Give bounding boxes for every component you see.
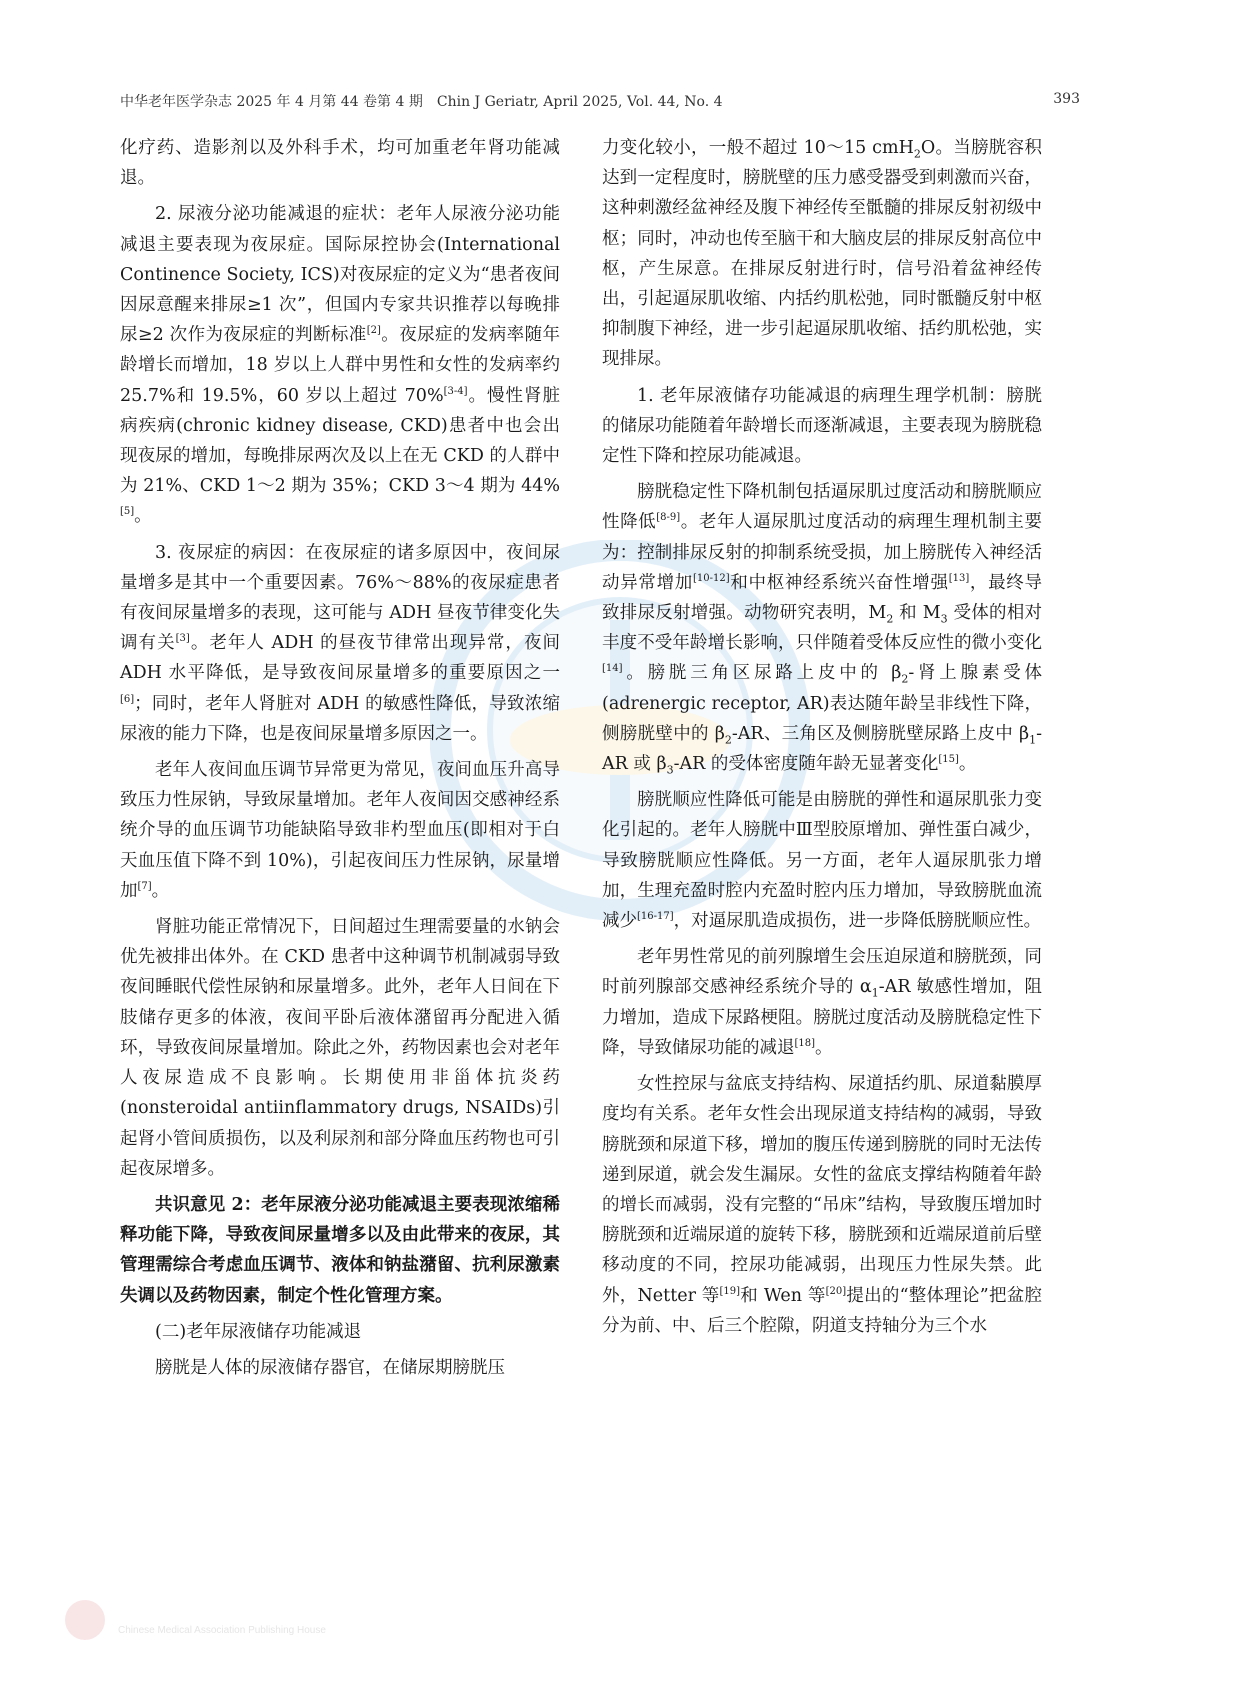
citation: [3-4] — [443, 385, 468, 397]
right-column — [602, 133, 1042, 1347]
citation: [19] — [719, 1285, 741, 1297]
paragraph: 膀胱顺应性降低可能是由膀胱的弹性和逼尿肌张力变化引起的。老年人膀胱中Ⅲ型胶原增加、弹性蛋白减少，导致膀胱顺应性降低。另一方面，老年人逼尿肌张力增加，生理充盈时腔内充盈时腔内压力增加，导致膀胱血流减少[16-17]，对逼尿肌造成损伤，进一步降低膀胱顺应性。 — [602, 790, 1042, 932]
section-heading: (二)老年尿液储存功能减退 — [155, 1321, 362, 1342]
paragraph-nocturia-causes: 3. 夜尿症的病因：在夜尿症的诸多原因中，夜间尿量增多是其中一个重要因素。76%～88%的夜尿症患者有夜间尿量增多的表现，这可能与 ADH 昼夜节律变化失调有关[3]。老年人 ADH 的昼夜节律常出现异常，夜间 ADH 水平降低，是导致夜间尿量增多的重要原因之一[6]；同时，老年人肾脏对 ADH 的敏感性降低，导致浓缩尿液的能力下降，也是夜间尿量增多原因之一。 — [120, 542, 560, 744]
citation: [2] — [366, 325, 381, 337]
paragraph: 膀胱是人体的尿液储存器官，在储尿期膀胱压 — [155, 1357, 505, 1378]
paragraph: 女性控尿与盆底支持结构、尿道括约肌、尿道黏膜厚度均有关系。老年女性会出现尿道支持结构的减弱，导致膀胱颈和尿道下移，增加的腹压传递到膀胱的同时无法传递到尿道，就会发生漏尿。女性的盆底支撑结构随着年龄的增长而减弱，没有完整的“吊床”结构，导致腹压增加时膀胱颈和近端尿道的旋转下移，膀胱颈和近端尿道前后壁移动度的不同，控尿功能减弱，出现压力性尿失禁。此外，Netter 等[19]和 Wen 等[20]提出的“整体理论”把盆腔分为前、中、后三个腔隙，阴道支持轴分为三个水 — [602, 1074, 1042, 1336]
citation: [18] — [794, 1038, 816, 1050]
citation: [3] — [175, 633, 190, 645]
citation: [13] — [948, 573, 970, 585]
paragraph: 化疗药、造影剂以及外科手术，均可加重老年肾功能减退。 — [120, 138, 560, 189]
page-number: 393 — [1053, 91, 1080, 107]
citation: [8-9] — [656, 512, 681, 524]
paragraph-storage-mechanism: 1. 老年尿液储存功能减退的病理生理学机制：膀胱的储尿功能随着年龄增长而逐渐减退，主要表现为膀胱稳定性下降和控尿功能减退。 — [602, 385, 1042, 467]
citation: [6] — [120, 693, 135, 705]
citation: [5] — [120, 506, 135, 518]
citation: [7] — [137, 881, 152, 893]
consensus-statement: 共识意见 2：老年尿液分泌功能减退主要表现浓缩稀释功能下降，导致夜间尿量增多以及由此带来的夜尿，其管理需综合考虑血压调节、液体和钠盐潴留、抗利尿激素失调以及药物因素，制定个性化管理方案。 — [120, 1194, 560, 1306]
left-column — [120, 133, 560, 1389]
citation: [16-17] — [637, 911, 674, 923]
citation: [20] — [825, 1285, 847, 1297]
paragraph: 肾脏功能正常情况下，日间超过生理需要量的水钠会优先被排出体外。在 CKD 患者中这种调节机制减弱导致夜间睡眠代偿性尿钠和尿量增多。此外，老年人日间在下肢储存更多的体液，夜间平卧后液体潴留再分配进入循环，导致夜间尿量增加。除此之外，药物因素也会对老年人夜尿造成不良影响。长期使用非甾体抗炎药(nonsteroidal antiinflammatory drugs, NSAIDs)引起肾小管间质损伤，以及利尿剂和部分降血压药物也可引起夜尿增多。 — [120, 917, 560, 1179]
svg-text:Chinese Medical Association Pu: Chinese Medical Association Publishing House — [118, 1625, 326, 1636]
citation: [15] — [938, 754, 959, 766]
journal-citation: 中华老年医学杂志 2025 年 4 月第 44 卷第 4 期 Chin J Geriatr, April 2025, Vol. 44, No. 4 — [120, 94, 723, 110]
citation: [10-12] — [692, 573, 730, 585]
paragraph: 老年男性常见的前列腺增生会压迫尿道和膀胱颈，同时前列腺部交感神经系统介导的 $\alpha_1-AR$ 敏感性增加，阻力增加，造成下尿路梗阻。膀胱过度活动及膀胱稳定性下降，导致储尿功能的减退[18]。 — [602, 947, 1042, 1058]
paragraph: 力变化较小，一般不超过 10～15 cmH$_2$O。当膀胱容积达到一定程度时，膀胱壁的压力感受器受到刺激而兴奋，这种刺激经盆神经及腹下神经传至骶髓的排尿反射初级中枢；同时，冲动也传至脑干和大脑皮层的排尿反射高位中枢，产生尿意。在排尿反射进行时，信号沿着盆神经传出，引起逼尿肌收缩、内括约肌松弛，同时骶髓反射中枢抑制腹下神经，进一步引起逼尿肌收缩、括约肌松弛，实现排尿。 — [602, 138, 1042, 370]
paragraph-nocturia-symptoms: 2. 尿液分泌功能减退的症状：老年人尿液分泌功能减退主要表现为夜尿症。国际尿控协会(International Continence Society, ICS)对夜尿症的定义为“患者夜间因尿意醒来排尿≥1 次”，但国内专家共识推荐以每晚排尿≥2 次作为夜尿症的判断标准[2]。夜尿症的发病率随年龄增长而增加，18 岁以上人群中男性和女性的发病率约 25.7%和 19.5%，60 岁以上超过 70%[3-4]。慢性肾脏病疾病(chronic kidney disease, CKD)患者中也会出现夜尿的增加，每晚排尿两次及以上在无 CKD 的人群中为 21%、CKD 1～2 期为 35%；CKD 3～4 期为 44%[5]。 — [120, 204, 561, 527]
publisher-logo-icon — [60, 1595, 580, 1645]
citation: [14] — [602, 663, 623, 675]
paragraph: 老年人夜间血压调节异常更为常见，夜间血压升高导致压力性尿钠，导致尿量增加。老年人夜间因交感神经系统介导的血压调节功能缺陷导致非杓型血压(即相对于白天血压值下降不到 10%)，引起夜间压力性尿钠，尿量增加[7]。 — [120, 760, 560, 901]
paragraph: 膀胱稳定性下降机制包括逼尿肌过度活动和膀胱顺应性降低[8-9]。老年人逼尿肌过度活动的病理生理机制主要为：控制排尿反射的抑制系统受损，加上膀胱传入神经活动异常增加[10-12]和中枢神经系统兴奋性增强[13]，最终导致排尿反射增强。动物研究表明，$M_2$ 和 $M_3$ 受体的相对丰度不受年龄增长影响，只伴随着受体反应性的微小变化[14]。膀胱三角区尿路上皮中的 $\beta_2-$肾上腺素受体(adrenergic receptor, AR)表达随年龄呈非线性下降，侧膀胱壁中的 $\beta_2-AR$、三角区及侧膀胱壁尿路上皮中 $\beta_1-AR$ 或 $\beta_3-AR$ 的受体密度随年龄无显著变化[15]。 — [602, 482, 1043, 777]
